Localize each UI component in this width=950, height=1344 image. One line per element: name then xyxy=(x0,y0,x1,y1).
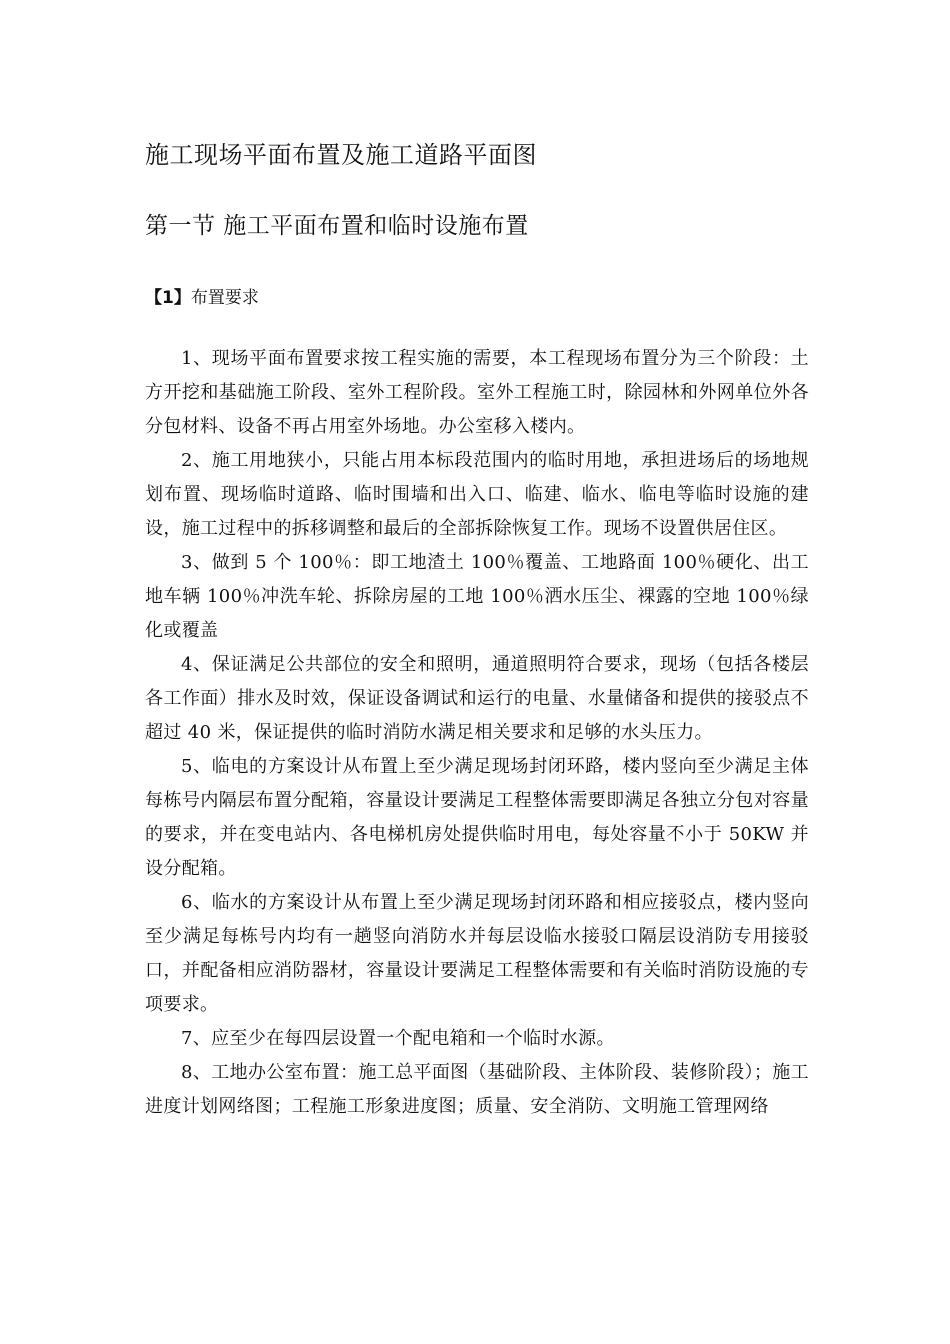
paragraph-3: 3、做到 5 个 100％：即工地渣土 100％覆盖、工地路面 100％硬化、出工地车辆 100％冲洗车轮、拆除房屋的工地 100％洒水压尘、裸露的空地 100％绿化或覆盖 xyxy=(145,552,809,641)
paragraph-1: 1、现场平面布置要求按工程实施的需要，本工程现场布置分为三个阶段：土方开挖和基础施工阶段、室外工程阶段。室外工程施工时，除园林和外网单位外各分包材料、设备不再占用室外场地。办公室移入楼内。 xyxy=(145,348,809,437)
section-title: 第一节 施工平面布置和临时设施布置 xyxy=(145,213,529,239)
subheading-number: 【1】 xyxy=(145,288,191,308)
subheading-text: 布置要求 xyxy=(190,288,259,308)
subheading xyxy=(145,284,259,312)
paragraph-8: 8、工地办公室布置：施工总平面图（基础阶段、主体阶段、装修阶段）；施工进度计划网络图；工程施工形象进度图；质量、安全消防、文明施工管理网络 xyxy=(145,1062,809,1117)
paragraph-2: 2、施工用地狭小，只能占用本标段范围内的临时用地，承担进场后的场地规划布置、现场临时道路、临时围墙和出入口、临建、临水、临电等临时设施的建设，施工过程中的拆移调整和最后的全部拆除恢复工作。现场不设置供居住区。 xyxy=(145,450,809,539)
paragraph-6: 6、临水的方案设计从布置上至少满足现场封闭环路和相应接驳点，楼内竖向至少满足每栋号内均有一趟竖向消防水并每层设临水接驳口隔层设消防专用接驳口，并配备相应消防器材，容量设计要满足工程整体需要和有关临时消防设施的专项要求。 xyxy=(145,892,809,1015)
paragraph-5: 5、临电的方案设计从布置上至少满足现场封闭环路，楼内竖向至少满足主体每栋号内隔层布置分配箱，容量设计要满足工程整体需要即满足各独立分包对容量的要求，并在变电站内、各电梯机房处提供临时用电，每处容量不小于 50KW 并设分配箱。 xyxy=(145,756,809,879)
body-text xyxy=(145,342,809,1124)
paragraph-7: 7、应至少在每四层设置一个配电箱和一个临时水源。 xyxy=(181,1028,615,1049)
paragraph-4: 4、保证满足公共部位的安全和照明，通道照明符合要求，现场（包括各楼层各工作面）排水及时效，保证设备调试和运行的电量、水量储备和提供的接驳点不超过 40 米，保证提供的临时消防水满足相关要求和足够的水头压力。 xyxy=(145,654,809,743)
document-title: 施工现场平面布置及施工道路平面图 xyxy=(145,141,537,169)
